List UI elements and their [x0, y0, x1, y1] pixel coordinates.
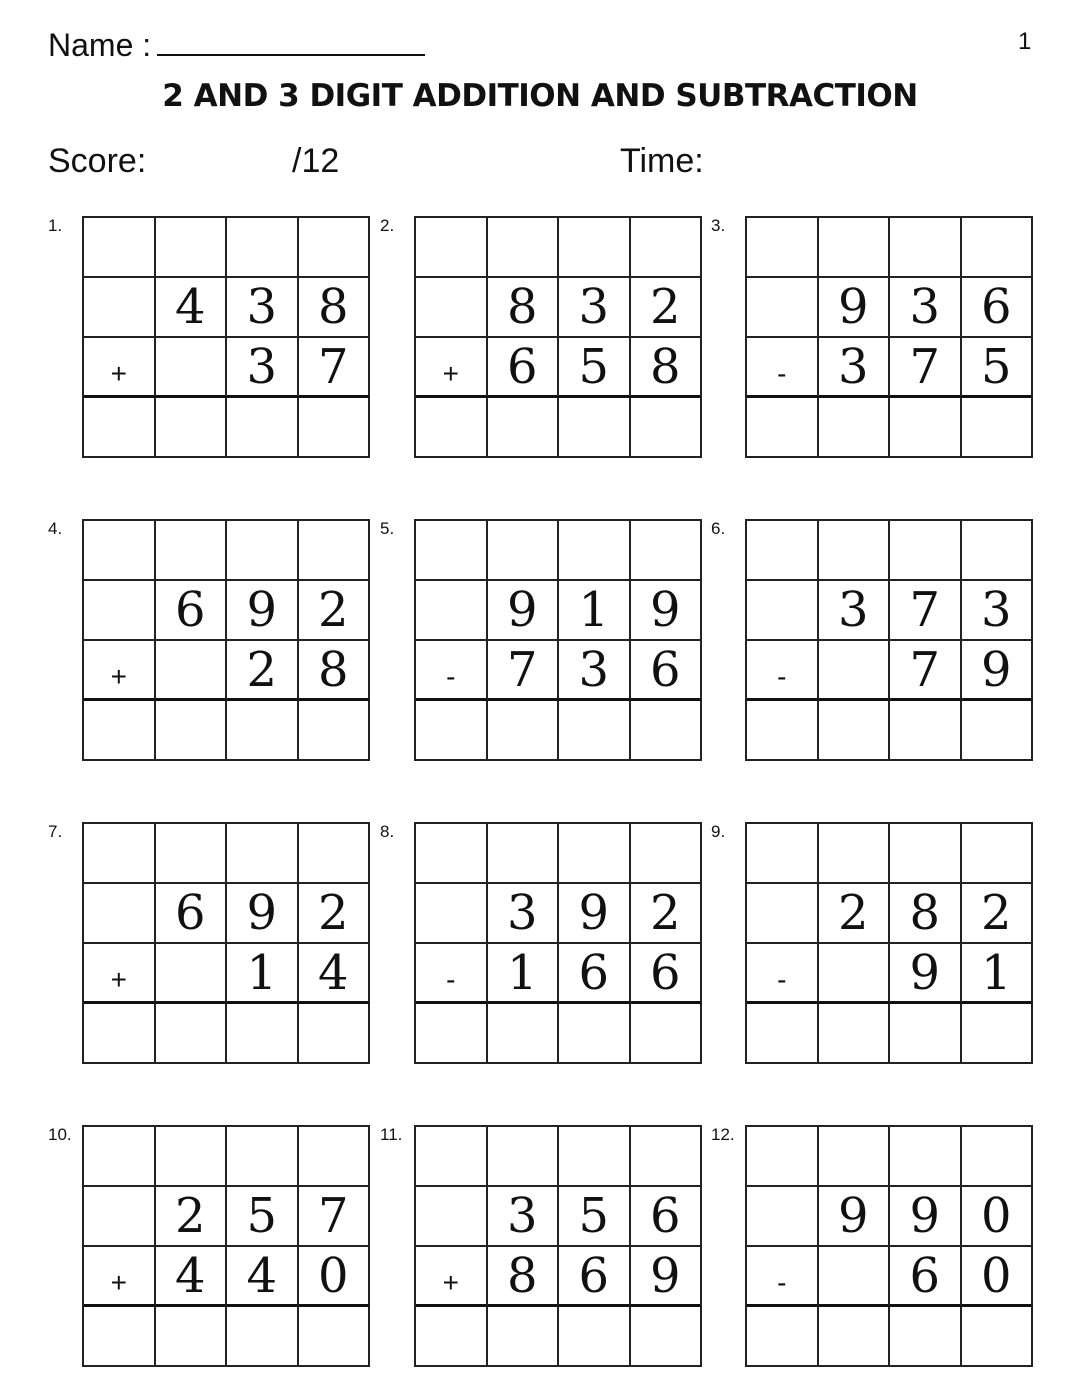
- problem-number: 1.: [48, 216, 63, 235]
- answer-cell[interactable]: [819, 1004, 891, 1064]
- bottom-digit-cell: 6: [631, 641, 703, 701]
- problem-number: 8.: [380, 822, 395, 841]
- top-digit-cell: 3: [488, 884, 560, 944]
- top-digit-cell: 2: [156, 1187, 228, 1247]
- carry-cell[interactable]: [819, 218, 891, 278]
- answer-cell[interactable]: [299, 1004, 371, 1064]
- carry-cell[interactable]: [299, 824, 371, 884]
- top-digit-cell: 3: [890, 278, 962, 338]
- answer-cell[interactable]: [631, 701, 703, 761]
- top-digit-cell: 6: [156, 581, 228, 641]
- answer-cell[interactable]: [416, 398, 488, 458]
- carry-cell[interactable]: [488, 218, 560, 278]
- answer-cell[interactable]: [890, 1004, 962, 1064]
- bottom-digit-cell: 7: [890, 641, 962, 701]
- minus-sign: -: [747, 944, 819, 1004]
- bottom-digit-cell: 8: [631, 338, 703, 398]
- problem-number: 9.: [711, 822, 726, 841]
- answer-cell[interactable]: [962, 1307, 1034, 1367]
- digit-grid: [745, 519, 1033, 761]
- top-digit-cell: [747, 1187, 819, 1247]
- carry-cell[interactable]: [156, 824, 228, 884]
- carry-cell[interactable]: [299, 521, 371, 581]
- bottom-digit-cell: 1: [488, 944, 560, 1004]
- top-digit-cell: 8: [890, 884, 962, 944]
- answer-cell[interactable]: [416, 701, 488, 761]
- top-digit-cell: 2: [819, 884, 891, 944]
- minus-sign: -: [747, 1247, 819, 1307]
- score-label: Score:: [48, 142, 147, 180]
- carry-cell[interactable]: [156, 218, 228, 278]
- minus-sign: -: [747, 338, 819, 398]
- answer-cell[interactable]: [747, 1004, 819, 1064]
- carry-cell[interactable]: [962, 824, 1034, 884]
- carry-cell[interactable]: [747, 218, 819, 278]
- carry-cell[interactable]: [84, 521, 156, 581]
- top-digit-cell: [747, 581, 819, 641]
- time-label: Time:: [620, 142, 704, 180]
- bottom-digit-cell: 3: [819, 338, 891, 398]
- answer-cell[interactable]: [747, 1307, 819, 1367]
- carry-cell[interactable]: [819, 521, 891, 581]
- carry-cell[interactable]: [84, 824, 156, 884]
- answer-cell[interactable]: [156, 1307, 228, 1367]
- top-digit-cell: 3: [559, 278, 631, 338]
- carry-cell[interactable]: [227, 1127, 299, 1187]
- top-digit-cell: 4: [156, 278, 228, 338]
- top-digit-cell: 8: [299, 278, 371, 338]
- bottom-digit-cell: [156, 641, 228, 701]
- answer-cell[interactable]: [227, 1307, 299, 1367]
- answer-cell[interactable]: [819, 701, 891, 761]
- bottom-digit-cell: [819, 1247, 891, 1307]
- carry-cell[interactable]: [962, 1127, 1034, 1187]
- answer-cell[interactable]: [488, 398, 560, 458]
- answer-cell[interactable]: [84, 398, 156, 458]
- bottom-digit-cell: [819, 944, 891, 1004]
- carry-cell[interactable]: [488, 824, 560, 884]
- top-digit-cell: 9: [559, 884, 631, 944]
- carry-cell[interactable]: [559, 218, 631, 278]
- bottom-digit-cell: 9: [962, 641, 1034, 701]
- carry-cell[interactable]: [559, 1127, 631, 1187]
- carry-cell[interactable]: [488, 521, 560, 581]
- top-digit-cell: 5: [559, 1187, 631, 1247]
- page-number: 1: [1018, 28, 1032, 55]
- carry-cell[interactable]: [631, 218, 703, 278]
- top-digit-cell: 9: [631, 581, 703, 641]
- bottom-digit-cell: 6: [890, 1247, 962, 1307]
- plus-sign: +: [84, 944, 156, 1004]
- top-digit-cell: 9: [488, 581, 560, 641]
- answer-cell[interactable]: [84, 1004, 156, 1064]
- carry-cell[interactable]: [747, 521, 819, 581]
- top-digit-cell: 2: [631, 278, 703, 338]
- problem: [380, 1125, 710, 1370]
- carry-cell[interactable]: [299, 218, 371, 278]
- answer-cell[interactable]: [416, 1004, 488, 1064]
- answer-cell[interactable]: [227, 398, 299, 458]
- answer-cell[interactable]: [559, 701, 631, 761]
- score-total: /12: [292, 142, 340, 180]
- carry-cell[interactable]: [890, 521, 962, 581]
- top-digit-cell: 5: [227, 1187, 299, 1247]
- problem-number: 5.: [380, 519, 395, 538]
- top-digit-cell: 3: [227, 278, 299, 338]
- answer-cell[interactable]: [559, 398, 631, 458]
- top-digit-cell: 7: [299, 1187, 371, 1247]
- top-digit-cell: [747, 278, 819, 338]
- answer-cell[interactable]: [227, 701, 299, 761]
- carry-cell[interactable]: [819, 1127, 891, 1187]
- name-field[interactable]: [48, 24, 425, 64]
- top-digit-cell: 9: [227, 884, 299, 944]
- top-digit-cell: 8: [488, 278, 560, 338]
- top-digit-cell: [84, 278, 156, 338]
- problem-number: 7.: [48, 822, 63, 841]
- bottom-digit-cell: 6: [559, 944, 631, 1004]
- carry-cell[interactable]: [962, 218, 1034, 278]
- carry-cell[interactable]: [747, 1127, 819, 1187]
- carry-cell[interactable]: [747, 824, 819, 884]
- name-label: Name :: [48, 27, 152, 63]
- top-digit-cell: [84, 581, 156, 641]
- digit-grid: [745, 216, 1033, 458]
- answer-cell[interactable]: [299, 398, 371, 458]
- top-digit-cell: 6: [156, 884, 228, 944]
- answer-cell[interactable]: [631, 398, 703, 458]
- minus-sign: -: [747, 641, 819, 701]
- carry-cell[interactable]: [559, 521, 631, 581]
- problem: [48, 216, 378, 461]
- problem: [48, 1125, 378, 1370]
- plus-sign: +: [84, 338, 156, 398]
- carry-cell[interactable]: [227, 218, 299, 278]
- answer-cell[interactable]: [299, 701, 371, 761]
- top-digit-cell: 6: [962, 278, 1034, 338]
- bottom-digit-cell: 4: [299, 944, 371, 1004]
- worksheet-title: 2 AND 3 DIGIT ADDITION AND SUBTRACTION: [162, 78, 918, 114]
- top-digit-cell: [416, 1187, 488, 1247]
- answer-cell[interactable]: [631, 1307, 703, 1367]
- problem-number: 6.: [711, 519, 726, 538]
- answer-cell[interactable]: [416, 1307, 488, 1367]
- bottom-digit-cell: 0: [299, 1247, 371, 1307]
- bottom-digit-cell: 2: [227, 641, 299, 701]
- bottom-digit-cell: [156, 944, 228, 1004]
- answer-cell[interactable]: [156, 701, 228, 761]
- answer-cell[interactable]: [962, 701, 1034, 761]
- digit-grid: [414, 1125, 702, 1367]
- answer-cell[interactable]: [227, 1004, 299, 1064]
- carry-cell[interactable]: [156, 1127, 228, 1187]
- bottom-digit-cell: 7: [299, 338, 371, 398]
- top-digit-cell: 6: [631, 1187, 703, 1247]
- minus-sign: -: [416, 944, 488, 1004]
- bottom-digit-cell: 9: [890, 944, 962, 1004]
- top-digit-cell: 9: [819, 278, 891, 338]
- carry-cell[interactable]: [631, 1127, 703, 1187]
- answer-cell[interactable]: [890, 398, 962, 458]
- carry-cell[interactable]: [631, 824, 703, 884]
- carry-cell[interactable]: [819, 824, 891, 884]
- answer-cell[interactable]: [819, 1307, 891, 1367]
- digit-grid: [82, 216, 370, 458]
- bottom-digit-cell: 0: [962, 1247, 1034, 1307]
- top-digit-cell: 2: [631, 884, 703, 944]
- bottom-digit-cell: 6: [559, 1247, 631, 1307]
- answer-cell[interactable]: [488, 1004, 560, 1064]
- answer-cell[interactable]: [559, 1307, 631, 1367]
- top-digit-cell: 0: [962, 1187, 1034, 1247]
- problem: [711, 519, 1041, 764]
- top-digit-cell: [416, 884, 488, 944]
- carry-cell[interactable]: [156, 521, 228, 581]
- carry-cell[interactable]: [84, 218, 156, 278]
- carry-cell[interactable]: [416, 1127, 488, 1187]
- answer-cell[interactable]: [631, 1004, 703, 1064]
- bottom-digit-cell: 6: [488, 338, 560, 398]
- bottom-digit-cell: 8: [299, 641, 371, 701]
- answer-cell[interactable]: [156, 398, 228, 458]
- problem: [380, 216, 710, 461]
- answer-cell[interactable]: [488, 1307, 560, 1367]
- bottom-digit-cell: 4: [227, 1247, 299, 1307]
- answer-cell[interactable]: [890, 1307, 962, 1367]
- top-digit-cell: 9: [819, 1187, 891, 1247]
- answer-cell[interactable]: [156, 1004, 228, 1064]
- answer-cell[interactable]: [747, 701, 819, 761]
- answer-cell[interactable]: [747, 398, 819, 458]
- digit-grid: [82, 519, 370, 761]
- bottom-digit-cell: [156, 338, 228, 398]
- top-digit-cell: 2: [299, 884, 371, 944]
- carry-cell[interactable]: [299, 1127, 371, 1187]
- carry-cell[interactable]: [84, 1127, 156, 1187]
- carry-cell[interactable]: [890, 1127, 962, 1187]
- top-digit-cell: 3: [819, 581, 891, 641]
- answer-cell[interactable]: [84, 1307, 156, 1367]
- top-digit-cell: 3: [488, 1187, 560, 1247]
- problem-number: 3.: [711, 216, 726, 235]
- bottom-digit-cell: 7: [488, 641, 560, 701]
- top-digit-cell: 2: [299, 581, 371, 641]
- top-digit-cell: [84, 884, 156, 944]
- top-digit-cell: [84, 1187, 156, 1247]
- top-digit-cell: 3: [962, 581, 1034, 641]
- digit-grid: [414, 519, 702, 761]
- name-blank-line[interactable]: [157, 24, 425, 56]
- top-digit-cell: 1: [559, 581, 631, 641]
- problem-number: 4.: [48, 519, 63, 538]
- digit-grid: [745, 1125, 1033, 1367]
- bottom-digit-cell: 3: [559, 641, 631, 701]
- carry-cell[interactable]: [890, 824, 962, 884]
- problem: [711, 216, 1041, 461]
- carry-cell[interactable]: [416, 521, 488, 581]
- answer-cell[interactable]: [962, 398, 1034, 458]
- problem-number: 10.: [48, 1125, 72, 1144]
- problem: [48, 519, 378, 764]
- plus-sign: +: [416, 338, 488, 398]
- top-digit-cell: 9: [890, 1187, 962, 1247]
- top-digit-cell: [416, 581, 488, 641]
- answer-cell[interactable]: [488, 701, 560, 761]
- digit-grid: [414, 822, 702, 1064]
- top-digit-cell: 9: [227, 581, 299, 641]
- problem: [48, 822, 378, 1067]
- bottom-digit-cell: 1: [227, 944, 299, 1004]
- bottom-digit-cell: 3: [227, 338, 299, 398]
- bottom-digit-cell: 9: [631, 1247, 703, 1307]
- carry-cell[interactable]: [416, 824, 488, 884]
- bottom-digit-cell: 6: [631, 944, 703, 1004]
- plus-sign: +: [84, 641, 156, 701]
- problem-number: 12.: [711, 1125, 735, 1144]
- answer-cell[interactable]: [84, 701, 156, 761]
- answer-cell[interactable]: [819, 398, 891, 458]
- answer-cell[interactable]: [962, 1004, 1034, 1064]
- carry-cell[interactable]: [227, 824, 299, 884]
- bottom-digit-cell: 7: [890, 338, 962, 398]
- carry-cell[interactable]: [559, 824, 631, 884]
- bottom-digit-cell: 4: [156, 1247, 228, 1307]
- plus-sign: +: [416, 1247, 488, 1307]
- carry-cell[interactable]: [416, 218, 488, 278]
- carry-cell[interactable]: [962, 521, 1034, 581]
- digit-grid: [82, 822, 370, 1064]
- carry-cell[interactable]: [227, 521, 299, 581]
- problem: [380, 519, 710, 764]
- problem-number: 2.: [380, 216, 395, 235]
- top-digit-cell: [416, 278, 488, 338]
- carry-cell[interactable]: [890, 218, 962, 278]
- bottom-digit-cell: 5: [962, 338, 1034, 398]
- carry-cell[interactable]: [488, 1127, 560, 1187]
- answer-cell[interactable]: [299, 1307, 371, 1367]
- problem: [711, 1125, 1041, 1370]
- problem: [711, 822, 1041, 1067]
- top-digit-cell: [747, 884, 819, 944]
- digit-grid: [414, 216, 702, 458]
- bottom-digit-cell: 1: [962, 944, 1034, 1004]
- bottom-digit-cell: 5: [559, 338, 631, 398]
- top-digit-cell: 7: [890, 581, 962, 641]
- bottom-digit-cell: [819, 641, 891, 701]
- top-digit-cell: 2: [962, 884, 1034, 944]
- plus-sign: +: [84, 1247, 156, 1307]
- answer-cell[interactable]: [559, 1004, 631, 1064]
- answer-cell[interactable]: [890, 701, 962, 761]
- bottom-digit-cell: 8: [488, 1247, 560, 1307]
- problem: [380, 822, 710, 1067]
- problem-number: 11.: [380, 1125, 403, 1144]
- digit-grid: [82, 1125, 370, 1367]
- digit-grid: [745, 822, 1033, 1064]
- carry-cell[interactable]: [631, 521, 703, 581]
- minus-sign: -: [416, 641, 488, 701]
